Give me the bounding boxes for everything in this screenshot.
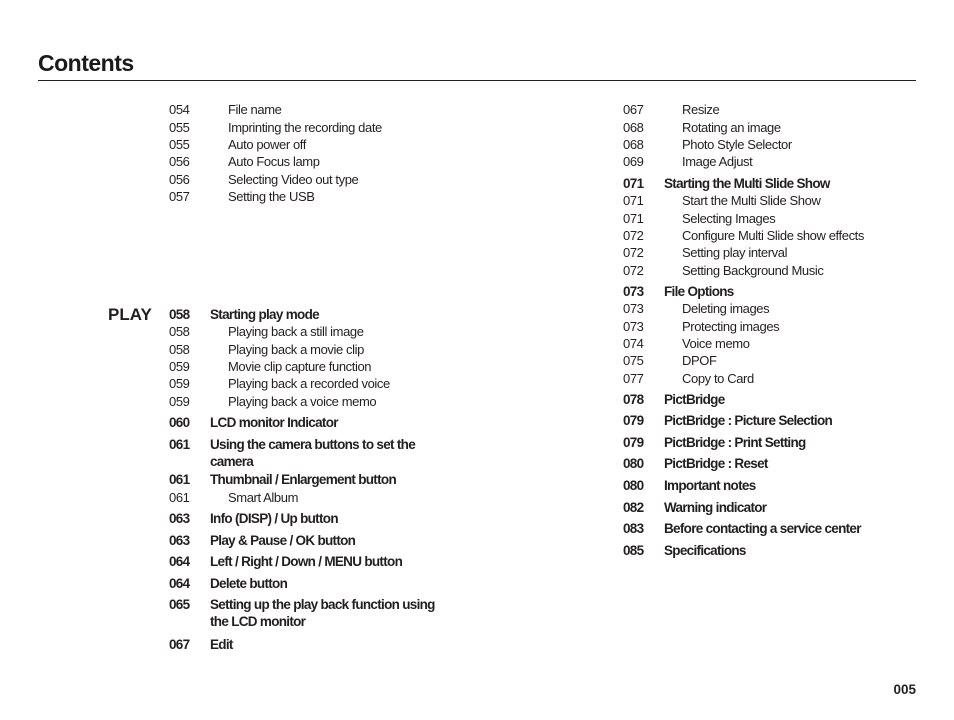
toc-entry-title: PictBridge [664, 392, 725, 407]
toc-page-number: 064 [169, 576, 190, 591]
toc-entry-title: PictBridge : Picture Selection [664, 413, 833, 428]
toc-entry-title: Playing back a voice memo [228, 394, 377, 409]
toc-page-number: 071 [623, 211, 644, 226]
toc-page-number: 061 [169, 437, 190, 452]
toc-page-number: 067 [623, 102, 644, 117]
toc-entry-title: Setting Background Music [682, 263, 824, 278]
toc-page-number: 078 [623, 392, 644, 407]
toc-entry-title: Setting play interval [682, 245, 788, 260]
toc-page-number: 069 [623, 154, 644, 169]
page-title: Contents [38, 50, 134, 76]
toc-entry-title: Rotating an image [682, 120, 781, 135]
toc-page-number: 085 [623, 543, 644, 558]
toc-page-number: 057 [169, 189, 190, 204]
toc-entry-title: Protecting images [682, 319, 780, 334]
toc-page-number: 063 [169, 511, 190, 526]
toc-page-number: 059 [169, 394, 190, 409]
toc-page-number: 080 [623, 478, 644, 493]
toc-page-number: 056 [169, 172, 190, 187]
toc-entry-title: Photo Style Selector [682, 137, 792, 152]
toc-entry-title: Info (DISP) / Up button [210, 511, 338, 526]
toc-entry-title: Voice memo [682, 336, 750, 351]
toc-entry-title: PictBridge : Reset [664, 456, 768, 471]
toc-entry-title: Starting the Multi Slide Show [664, 176, 830, 191]
toc-page-number: 064 [169, 554, 190, 569]
toc-page-number: 072 [623, 228, 644, 243]
toc-page-number: 056 [169, 154, 190, 169]
toc-entry-title: LCD monitor Indicator [210, 415, 338, 430]
toc-page-number: 059 [169, 359, 190, 374]
toc-entry-title: Delete button [210, 576, 288, 591]
toc-page-number: 074 [623, 336, 644, 351]
toc-entry-title: Deleting images [682, 301, 770, 316]
toc-page-number: 068 [623, 120, 644, 135]
toc-page-number: 073 [623, 319, 644, 334]
toc-entry-title: Selecting Images [682, 211, 776, 226]
toc-entry-title: Image Adjust [682, 154, 753, 169]
toc-entry-title: Playing back a still image [228, 324, 364, 339]
toc-entry-title: Before contacting a service center [664, 521, 861, 536]
toc-entry-title: Selecting Video out type [228, 172, 359, 187]
toc-entry-title: Movie clip capture function [228, 359, 372, 374]
toc-page-number: 058 [169, 307, 190, 322]
toc-entry-title: Thumbnail / Enlargement button [210, 472, 396, 487]
title-divider [38, 80, 916, 81]
toc-page-number: 073 [623, 301, 644, 316]
toc-entry-title: Starting play mode [210, 307, 319, 322]
toc-page-number: 073 [623, 284, 644, 299]
toc-page-number: 075 [623, 353, 644, 368]
toc-page-number: 072 [623, 263, 644, 278]
toc-entry-title: Important notes [664, 478, 756, 493]
toc-page-number: 063 [169, 533, 190, 548]
toc-page-number: 061 [169, 472, 190, 487]
toc-page-number: 060 [169, 415, 190, 430]
toc-entry-title: Start the Multi Slide Show [682, 193, 821, 208]
section-label-play: PLAY [108, 305, 152, 324]
toc-page-number: 068 [623, 137, 644, 152]
toc-entry-title: Specifications [664, 543, 746, 558]
page-number: 005 [893, 682, 916, 697]
toc-entry-title: Resize [682, 102, 720, 117]
toc-page-number: 067 [169, 637, 190, 652]
toc-page-number: 079 [623, 435, 644, 450]
toc-page-number: 077 [623, 371, 644, 386]
toc-page-number: 080 [623, 456, 644, 471]
toc-entry-title: Imprinting the recording date [228, 120, 382, 135]
toc-entry-title: Smart Album [228, 490, 299, 505]
toc-page-number: 072 [623, 245, 644, 260]
toc-page-number: 083 [623, 521, 644, 536]
toc-page-number: 055 [169, 120, 190, 135]
toc-entry-title: Playing back a recorded voice [228, 376, 390, 391]
toc-entry-title: Left / Right / Down / MENU button [210, 554, 403, 569]
toc-page-number: 061 [169, 490, 190, 505]
toc-entry-title: Setting up the play back function using the LCD monitor [210, 597, 435, 629]
toc-entry-title: Using the camera buttons to set the camera [210, 437, 416, 469]
toc-page-number: 059 [169, 376, 190, 391]
toc-entry-title: Playing back a movie clip [228, 342, 364, 357]
toc-page-number: 054 [169, 102, 190, 117]
toc-entry-title: Copy to Card [682, 371, 754, 386]
toc-entry-title: Play & Pause / OK button [210, 533, 356, 548]
toc-entry-title: Warning indicator [664, 500, 767, 515]
toc-entry-title: PictBridge : Print Setting [664, 435, 806, 450]
toc-page-number: 058 [169, 342, 190, 357]
toc-page-number: 055 [169, 137, 190, 152]
toc-entry-title: File name [228, 102, 282, 117]
toc-page-number: 058 [169, 324, 190, 339]
toc-page-number: 082 [623, 500, 644, 515]
toc-page-number: 065 [169, 597, 190, 612]
toc-page-number: 079 [623, 413, 644, 428]
toc-entry-title: Auto Focus lamp [228, 154, 320, 169]
toc-entry-title: Edit [210, 637, 233, 652]
toc-entry-title: File Options [664, 284, 734, 299]
toc-page-number: 071 [623, 193, 644, 208]
toc-entry-title: Configure Multi Slide show effects [682, 228, 864, 243]
toc-entry-title: DPOF [682, 353, 717, 368]
toc-entry-title: Setting the USB [228, 189, 315, 204]
toc-entry-title: Auto power off [228, 137, 306, 152]
toc-page-number: 071 [623, 176, 644, 191]
